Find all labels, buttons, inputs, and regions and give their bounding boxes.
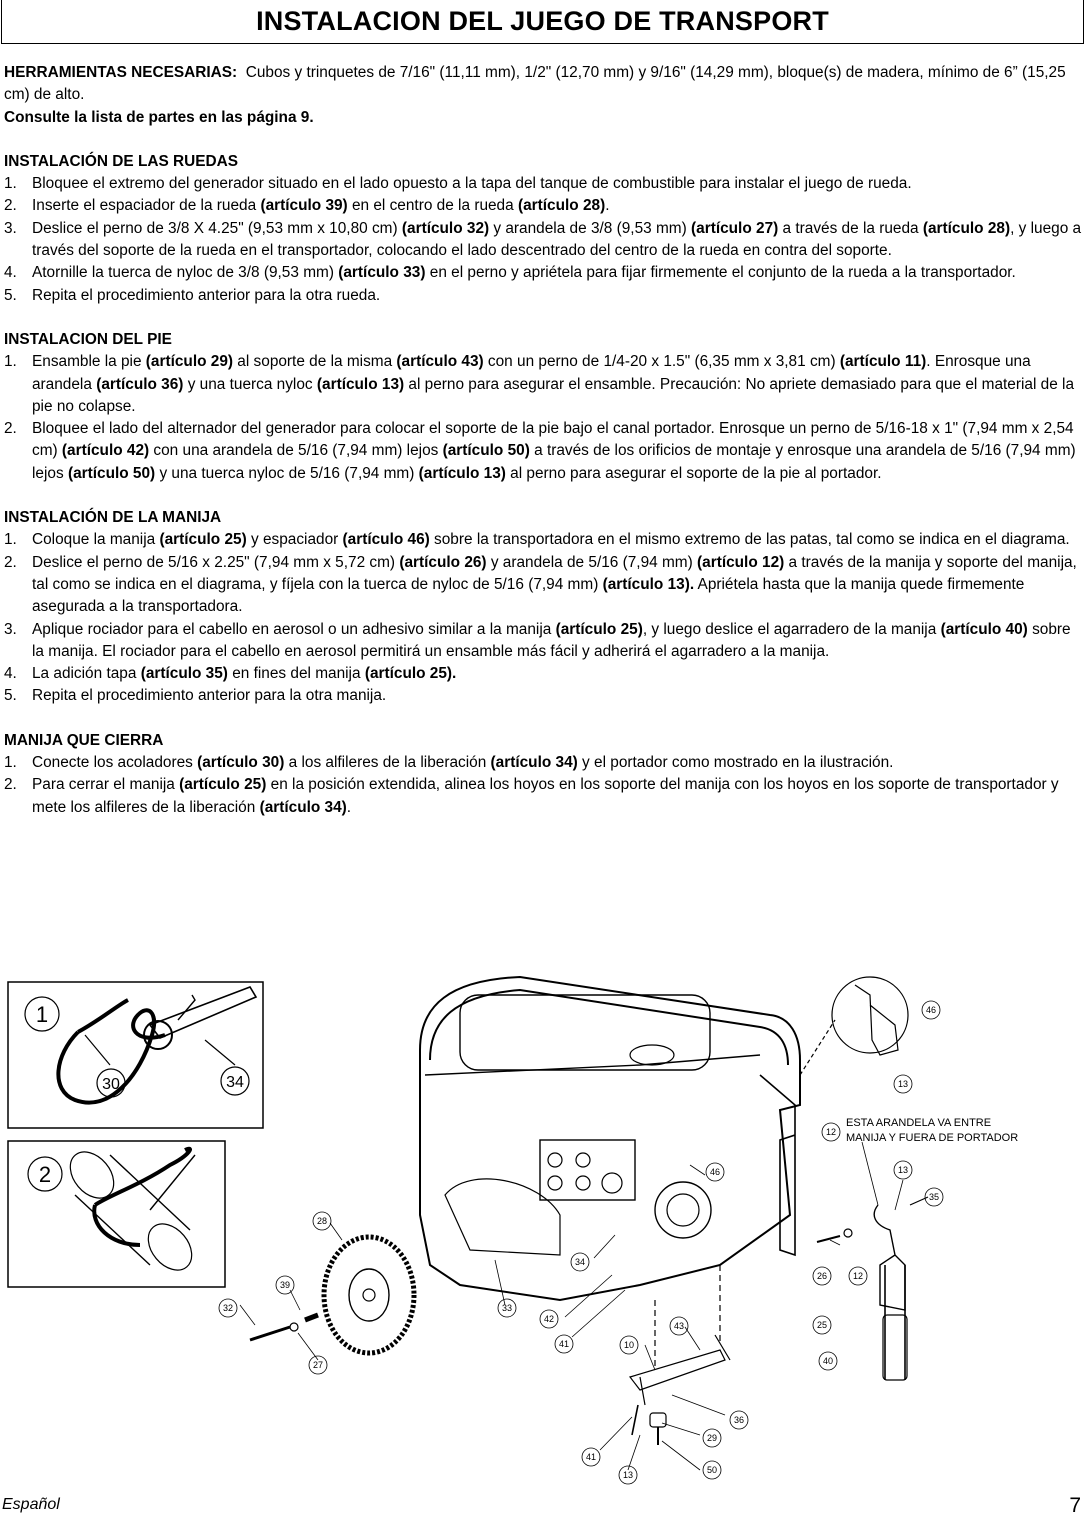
generator-frame xyxy=(420,977,800,1300)
step-list xyxy=(4,173,1084,307)
article-reference: (artículo 36) xyxy=(96,375,184,393)
step-text: en la posición extendida, alinea los hoyos en los soporte del manija con los hoyos en los soporte de transportador y mete los alfileres de la liberación xyxy=(32,776,1059,816)
step-number: 1. xyxy=(4,353,17,371)
assembly-illustration xyxy=(0,965,1087,1505)
callout-28: 28 xyxy=(316,1216,328,1226)
article-reference: (artículo 25). xyxy=(364,665,457,683)
section-heading: MANIJA QUE CIERRA xyxy=(4,731,164,749)
step-text: con una arandela de 5/16 (7,94 mm) lejos xyxy=(149,442,443,460)
step-text: Para cerrar el manija xyxy=(32,776,180,794)
callout-40: 40 xyxy=(822,1356,834,1366)
step-text: Inserte el espaciador de la rueda xyxy=(32,197,261,215)
article-reference: (artículo 50) xyxy=(442,442,530,460)
step-text: Apriétela hasta que la manija quede firmemente asegurada a la transportadora. xyxy=(32,575,1025,616)
instructions xyxy=(4,62,1084,819)
article-reference: (artículo 28) xyxy=(922,219,1011,237)
step-item xyxy=(4,262,1084,284)
step-number: 2. xyxy=(4,197,17,215)
step-text: Repita el procedimiento anterior para la otra manija. xyxy=(32,687,387,705)
label-30: 30 xyxy=(102,1076,120,1093)
alternator-fan xyxy=(655,1182,711,1238)
step-text: a los alfileres de la liberación xyxy=(284,754,491,772)
article-reference: (artículo 43) xyxy=(396,353,484,371)
instruction-sections xyxy=(4,151,1084,819)
page-title: INSTALACION DEL JUEGO DE TRANSPORT xyxy=(1,0,1084,44)
step-number: 1. xyxy=(4,175,17,193)
step-number: 3. xyxy=(4,620,17,638)
section xyxy=(4,730,1084,819)
callout-43: 43 xyxy=(673,1321,685,1331)
step-text: . xyxy=(605,197,610,215)
article-reference: (artículo 42) xyxy=(61,442,150,460)
step-2-number: 2 xyxy=(38,1162,52,1187)
step-text: Ensamble la pie xyxy=(32,353,146,371)
step-item xyxy=(4,752,1084,774)
callout-41: 41 xyxy=(585,1452,597,1462)
article-reference: (artículo 27) xyxy=(691,219,779,237)
step-item xyxy=(4,285,1084,307)
tools-text: Cubos y trinquetes de 7/16" (11,11 mm), 1/2" (12,70 mm) y 9/16" (14,29 mm), bloque(s) de madera, mínimo de 6” (15,25 cm) de alto. xyxy=(4,64,1066,104)
step-text: Bloquee el lado del alternador del generador para colocar el soporte de la pie bajo el canal portador. Enrosque un perno de 5/16-18 x 1" (7,94 mm x 2,54 cm) xyxy=(32,420,1074,460)
callout-13: 13 xyxy=(897,1165,909,1175)
step-number: 5. xyxy=(4,687,17,705)
step-item xyxy=(4,173,1084,195)
footer-language: Español xyxy=(2,1496,60,1513)
article-reference: (artículo 13). xyxy=(602,575,695,593)
article-reference: (artículo 46) xyxy=(342,531,430,549)
step-number: 1. xyxy=(4,754,17,772)
step-text: La adición tapa xyxy=(32,665,141,683)
article-reference: (artículo 50) xyxy=(67,464,156,482)
callout-39: 39 xyxy=(279,1280,291,1290)
step-1-number: 1 xyxy=(35,1002,49,1027)
section xyxy=(4,151,1084,307)
tools-label: HERRAMIENTAS NECESARIAS: xyxy=(4,64,238,81)
step-text: . Enrosque una arandela xyxy=(32,353,1031,393)
step-text: y arandela de 3/8 (9,53 mm) xyxy=(489,219,692,237)
step-text: sobre la manija. El rociador para el cabello en aerosol permitirá un ensamble más fácil y adherirá el agarradero a la manija. xyxy=(32,620,1071,660)
callout-25: 25 xyxy=(816,1320,828,1330)
step-text: en el perno y apriétela para fijar firmemente el conjunto de la rueda a la transportador. xyxy=(425,264,1016,282)
step-text: y arandela de 5/16 (7,94 mm) xyxy=(486,553,698,571)
bolt-32 xyxy=(250,1327,290,1340)
step-number: 3. xyxy=(4,219,17,237)
step-text: Deslice el perno de 3/8 X 4.25" (9,53 mm x 10,80 cm) xyxy=(32,219,402,237)
step-text: en el centro de la rueda xyxy=(347,197,518,215)
step-item xyxy=(4,195,1084,217)
page-number: 7 xyxy=(1069,1494,1081,1517)
callout-10: 10 xyxy=(623,1340,635,1350)
step-number: 5. xyxy=(4,286,17,304)
step-item xyxy=(4,685,1084,707)
step-text: Bloquee el extremo del generador situado en el lado opuesto a la tapa del tanque de combustible para instalar el juego de rueda. xyxy=(32,175,912,193)
control-panel xyxy=(540,1140,635,1200)
step-number: 4. xyxy=(4,665,17,683)
parts-reference: Consulte la lista de partes en las página 9. xyxy=(4,108,314,126)
washer-note-line-1: ESTA ARANDELA VA ENTRE xyxy=(846,1117,992,1129)
step-item xyxy=(4,418,1084,485)
step-text: , y luego a través del soporte de la rueda en el transportador, colocando el lado descentrado del centro de la rueda en contra del soporte. xyxy=(32,219,1082,260)
section xyxy=(4,329,1084,485)
washer-note-line-2: MANIJA Y FUERA DE PORTADOR xyxy=(846,1132,1019,1144)
step-text: Repita el procedimiento anterior para la otra rueda. xyxy=(32,286,381,304)
article-reference: (artículo 34) xyxy=(490,754,578,772)
step-text: y una tuerca nyloc xyxy=(183,375,317,393)
callout-12: 12 xyxy=(825,1127,837,1137)
section-heading: INSTALACION DEL PIE xyxy=(4,330,172,348)
article-reference: (artículo 13) xyxy=(316,375,405,393)
step-text: , y luego deslice el agarradero de la manija xyxy=(642,620,941,638)
step-text: y espaciador xyxy=(246,531,343,549)
step-text: al perno para asegurar el soporte de la pie al portador. xyxy=(505,464,882,482)
handle xyxy=(760,1075,795,1255)
article-reference: (artículo 25) xyxy=(555,620,643,638)
label-34: 34 xyxy=(226,1074,244,1091)
article-reference: (artículo 35) xyxy=(140,665,228,683)
step-text: Deslice el perno de 5/16 x 2.25" (7,94 mm x 5,72 cm) xyxy=(32,553,400,571)
callout-13: 13 xyxy=(897,1079,909,1089)
step-text: y el portador como mostrado en la ilustración. xyxy=(577,754,894,772)
callout-32: 32 xyxy=(222,1303,234,1313)
step-text: en fines del manija xyxy=(227,665,365,683)
step-text: a través de la manija y soporte del manija, tal como se indica en el diagrama, y fíjela con la tuerca de nyloc de 5/16 (7,94 mm) xyxy=(32,553,1077,593)
step-list xyxy=(4,752,1084,819)
step-item xyxy=(4,351,1084,418)
callout-29: 29 xyxy=(706,1433,718,1443)
article-reference: (artículo 11) xyxy=(839,353,927,371)
step-list xyxy=(4,351,1084,485)
step-list xyxy=(4,529,1084,707)
step-item xyxy=(4,619,1084,664)
article-reference: (artículo 25) xyxy=(159,531,247,549)
step-text: al soporte de la misma xyxy=(233,353,397,371)
step-text: y una tuerca nyloc de 5/16 (7,94 mm) xyxy=(155,464,419,482)
callout-42: 42 xyxy=(543,1314,555,1324)
step-text: . xyxy=(346,798,352,816)
callout-46: 46 xyxy=(925,1005,937,1015)
step-text: Atornille la tuerca de nyloc de 3/8 (9,53 mm) xyxy=(32,264,339,282)
handle-assembly xyxy=(874,1205,905,1310)
step-number: 1. xyxy=(4,531,17,549)
step-item xyxy=(4,218,1084,263)
step-text: a través de la rueda xyxy=(778,219,923,237)
step-number: 2. xyxy=(4,776,17,794)
callout-33: 33 xyxy=(501,1303,513,1313)
step-text: Aplique rociador para el cabello en aerosol o un adhesivo similar a la manija xyxy=(32,620,556,638)
callout-35: 35 xyxy=(928,1192,940,1202)
article-reference: (artículo 29) xyxy=(145,353,234,371)
article-reference: (artículo 28) xyxy=(517,197,606,215)
step-text: Conecte los acoladores xyxy=(32,754,198,772)
tools-paragraph xyxy=(4,62,1084,107)
step-text: con un perno de 1/4-20 x 1.5" (6,35 mm x 3,81 cm) xyxy=(483,353,840,371)
step-text: al perno para asegurar el ensamble. Precaución: No apriete demasiado para que el material de la pie no colapse. xyxy=(32,375,1075,415)
release-pin-icon xyxy=(150,987,256,1038)
step-item xyxy=(4,774,1084,819)
section-heading: INSTALACIÓN DE LA MANIJA xyxy=(4,509,222,527)
step-number: 2. xyxy=(4,553,17,571)
step-text: Coloque la manija xyxy=(32,531,160,549)
article-reference: (artículo 25) xyxy=(179,776,267,794)
step-item xyxy=(4,663,1084,685)
step-item xyxy=(4,529,1084,551)
callout-50: 50 xyxy=(706,1465,718,1475)
section xyxy=(4,507,1084,708)
callout-41: 41 xyxy=(558,1339,570,1349)
article-reference: (artículo 12) xyxy=(697,553,785,571)
callout-36: 36 xyxy=(733,1415,745,1425)
step-number: 2. xyxy=(4,420,17,438)
callout-34: 34 xyxy=(574,1257,586,1267)
article-reference: (artículo 32) xyxy=(401,219,490,237)
callout-26: 26 xyxy=(816,1271,828,1281)
wheel xyxy=(324,1237,414,1353)
callout-27: 27 xyxy=(312,1360,324,1370)
step-text: a través de los orificios de montaje y enrosque una arandela de 5/16 (7,94 mm) lejos xyxy=(32,442,1076,482)
callout-12: 12 xyxy=(852,1271,864,1281)
callout-13: 13 xyxy=(622,1470,634,1480)
article-reference: (artículo 13) xyxy=(418,464,506,482)
article-reference: (artículo 40) xyxy=(940,620,1028,638)
article-reference: (artículo 34) xyxy=(259,798,347,816)
article-reference: (artículo 33) xyxy=(338,264,426,282)
section-heading: INSTALACIÓN DE LAS RUEDAS xyxy=(4,152,239,170)
article-reference: (artículo 30) xyxy=(197,754,285,772)
callout-46: 46 xyxy=(709,1167,721,1177)
step-item xyxy=(4,552,1084,619)
step-text: sobre la transportadora en el mismo extremo de las patas, tal como se indica en el diagrama. xyxy=(429,531,1070,549)
article-reference: (artículo 26) xyxy=(399,553,487,571)
article-reference: (artículo 39) xyxy=(260,197,348,215)
step-number: 4. xyxy=(4,264,17,282)
